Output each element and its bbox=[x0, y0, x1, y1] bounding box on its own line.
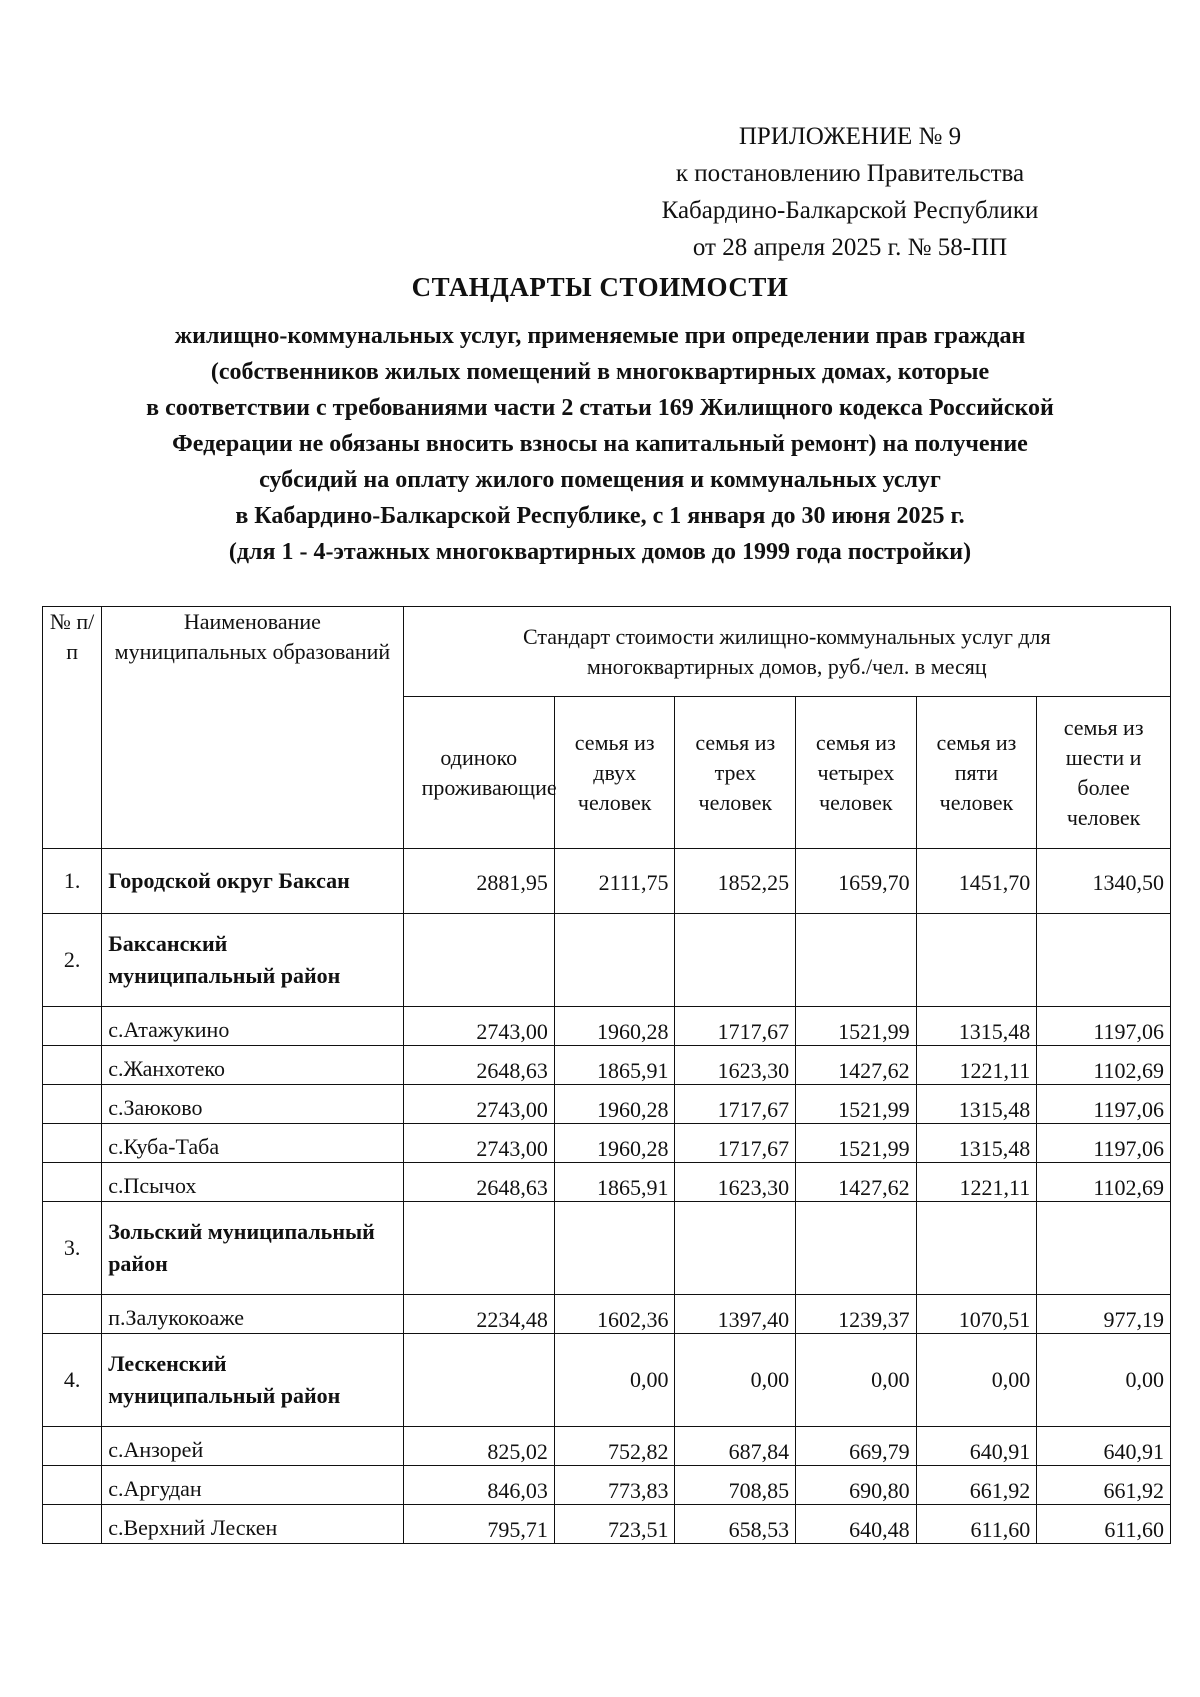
cost-value: 1102,69 bbox=[1037, 1163, 1171, 1202]
municipality-name: Зольский муниципальный район bbox=[102, 1202, 403, 1295]
cost-value bbox=[403, 1202, 554, 1295]
annex-republic: Кабардино-Балкарской Республики bbox=[661, 197, 1039, 224]
cost-value: 640,91 bbox=[916, 1427, 1037, 1466]
row-number: 1. bbox=[43, 849, 102, 914]
header-col-two: семья из двух человек bbox=[554, 697, 675, 849]
subtitle-line: субсидий на оплату жилого помещения и коммунальных услуг bbox=[259, 467, 941, 493]
cost-value: 611,60 bbox=[1037, 1505, 1171, 1544]
row-number bbox=[43, 1466, 102, 1505]
cost-value: 1427,62 bbox=[796, 1163, 917, 1202]
table-row bbox=[43, 1334, 1171, 1427]
cost-value: 2648,63 bbox=[403, 1046, 554, 1085]
cost-value: 1197,06 bbox=[1037, 1007, 1171, 1046]
header-col-four: семья из четырех человек bbox=[796, 697, 917, 849]
cost-value: 2881,95 bbox=[403, 849, 554, 914]
row-number bbox=[43, 1505, 102, 1544]
municipality-name: с.Куба-Таба bbox=[102, 1124, 403, 1163]
cost-value: 1717,67 bbox=[675, 1124, 796, 1163]
annex-block bbox=[640, 118, 1060, 266]
cost-value bbox=[796, 914, 917, 1007]
header-col-six: семья из шести и более человек bbox=[1037, 697, 1171, 849]
cost-value: 1623,30 bbox=[675, 1046, 796, 1085]
cost-value: 1397,40 bbox=[675, 1295, 796, 1334]
cost-value: 1315,48 bbox=[916, 1007, 1037, 1046]
cost-value: 1717,67 bbox=[675, 1085, 796, 1124]
cost-value bbox=[554, 914, 675, 1007]
table-row bbox=[43, 1085, 1171, 1124]
municipality-name: п.Залукокоаже bbox=[102, 1295, 403, 1334]
municipality-name: с.Псычох bbox=[102, 1163, 403, 1202]
table-row bbox=[43, 1505, 1171, 1544]
row-number bbox=[43, 1085, 102, 1124]
cost-value: 773,83 bbox=[554, 1466, 675, 1505]
cost-value: 0,00 bbox=[675, 1334, 796, 1427]
cost-value bbox=[403, 914, 554, 1007]
cost-value: 669,79 bbox=[796, 1427, 917, 1466]
cost-value bbox=[675, 914, 796, 1007]
cost-value: 690,80 bbox=[796, 1466, 917, 1505]
cost-value bbox=[916, 914, 1037, 1007]
row-number bbox=[43, 1427, 102, 1466]
header-col-five: семья из пяти человек bbox=[916, 697, 1037, 849]
cost-value: 1451,70 bbox=[916, 849, 1037, 914]
municipality-name: с.Атажукино bbox=[102, 1007, 403, 1046]
table-row bbox=[43, 1163, 1171, 1202]
header-name: Наименование муниципальных образований bbox=[102, 607, 403, 849]
municipality-name: с.Анзорей bbox=[102, 1427, 403, 1466]
cost-value: 661,92 bbox=[916, 1466, 1037, 1505]
cost-value: 825,02 bbox=[403, 1427, 554, 1466]
document-subtitle bbox=[40, 318, 1160, 570]
cost-value: 846,03 bbox=[403, 1466, 554, 1505]
header-num: № п/п bbox=[43, 607, 102, 849]
cost-value: 1960,28 bbox=[554, 1085, 675, 1124]
header-group: Стандарт стоимости жилищно-коммунальных услуг для многоквартирных домов, руб./чел. в месяц bbox=[403, 607, 1170, 697]
cost-value: 0,00 bbox=[554, 1334, 675, 1427]
cost-value bbox=[1037, 914, 1171, 1007]
municipality-name: с.Жанхотеко bbox=[102, 1046, 403, 1085]
subtitle-line: жилищно-коммунальных услуг, применяемые при определении прав граждан bbox=[174, 323, 1026, 349]
subtitle-line: (для 1 - 4-этажных многоквартирных домов до 1999 года постройки) bbox=[228, 539, 972, 565]
cost-value: 2743,00 bbox=[403, 1124, 554, 1163]
table-row bbox=[43, 1124, 1171, 1163]
cost-value: 1340,50 bbox=[1037, 849, 1171, 914]
cost-value: 1221,11 bbox=[916, 1046, 1037, 1085]
row-number bbox=[43, 1295, 102, 1334]
row-number bbox=[43, 1163, 102, 1202]
subtitle-line: Федерации не обязаны вносить взносы на капитальный ремонт) на получение bbox=[172, 431, 1028, 457]
table-row bbox=[43, 849, 1171, 914]
cost-value: 687,84 bbox=[675, 1427, 796, 1466]
table-row bbox=[43, 1202, 1171, 1295]
row-number bbox=[43, 1007, 102, 1046]
annex-number: ПРИЛОЖЕНИЕ № 9 bbox=[738, 123, 962, 150]
cost-value: 0,00 bbox=[1037, 1334, 1171, 1427]
municipality-name: Лескенский муниципальный район bbox=[102, 1334, 403, 1427]
cost-value: 1521,99 bbox=[796, 1007, 917, 1046]
cost-value: 1960,28 bbox=[554, 1007, 675, 1046]
cost-value: 1239,37 bbox=[796, 1295, 917, 1334]
cost-value: 1221,11 bbox=[916, 1163, 1037, 1202]
cost-value: 723,51 bbox=[554, 1505, 675, 1544]
cost-value: 0,00 bbox=[796, 1334, 917, 1427]
subtitle-line: (собственников жилых помещений в многоквартирных домах, которые bbox=[210, 359, 990, 385]
cost-value: 2234,48 bbox=[403, 1295, 554, 1334]
cost-value: 640,91 bbox=[1037, 1427, 1171, 1466]
cost-value: 611,60 bbox=[916, 1505, 1037, 1544]
cost-value bbox=[403, 1334, 554, 1427]
cost-value: 1521,99 bbox=[796, 1124, 917, 1163]
cost-value: 1865,91 bbox=[554, 1046, 675, 1085]
municipality-name: с.Аргудан bbox=[102, 1466, 403, 1505]
cost-value: 1070,51 bbox=[916, 1295, 1037, 1334]
cost-value: 1197,06 bbox=[1037, 1124, 1171, 1163]
cost-value: 1315,48 bbox=[916, 1124, 1037, 1163]
table-row bbox=[43, 1046, 1171, 1085]
standards-table bbox=[42, 606, 1171, 1544]
cost-value bbox=[1037, 1202, 1171, 1295]
municipality-name: Городской округ Баксан bbox=[102, 849, 403, 914]
row-number bbox=[43, 1046, 102, 1085]
cost-value: 1427,62 bbox=[796, 1046, 917, 1085]
municipality-name: с.Верхний Лескен bbox=[102, 1505, 403, 1544]
table-body bbox=[43, 849, 1171, 1544]
row-number: 3. bbox=[43, 1202, 102, 1295]
row-number: 2. bbox=[43, 914, 102, 1007]
table-row bbox=[43, 914, 1171, 1007]
subtitle-line: в соответствии с требованиями части 2 статьи 169 Жилищного кодекса Российской bbox=[146, 395, 1054, 421]
cost-value bbox=[554, 1202, 675, 1295]
municipality-name: Баксанский муниципальный район bbox=[102, 914, 403, 1007]
cost-value: 2743,00 bbox=[403, 1085, 554, 1124]
row-number bbox=[43, 1124, 102, 1163]
cost-value: 752,82 bbox=[554, 1427, 675, 1466]
cost-value bbox=[796, 1202, 917, 1295]
cost-value bbox=[675, 1202, 796, 1295]
municipality-name: с.Заюково bbox=[102, 1085, 403, 1124]
cost-value: 1960,28 bbox=[554, 1124, 675, 1163]
table-row bbox=[43, 1466, 1171, 1505]
cost-value: 640,48 bbox=[796, 1505, 917, 1544]
header-col-single: одиноко проживающие bbox=[403, 697, 554, 849]
cost-value: 1865,91 bbox=[554, 1163, 675, 1202]
cost-value: 708,85 bbox=[675, 1466, 796, 1505]
cost-value: 1602,36 bbox=[554, 1295, 675, 1334]
cost-value: 0,00 bbox=[916, 1334, 1037, 1427]
annex-decree: к постановлению Правительства bbox=[675, 160, 1025, 187]
cost-value: 795,71 bbox=[403, 1505, 554, 1544]
cost-value: 2111,75 bbox=[554, 849, 675, 914]
cost-value: 1852,25 bbox=[675, 849, 796, 914]
cost-value: 2743,00 bbox=[403, 1007, 554, 1046]
cost-value: 977,19 bbox=[1037, 1295, 1171, 1334]
document-title: СТАНДАРТЫ СТОИМОСТИ bbox=[411, 272, 789, 302]
annex-date: от 28 апреля 2025 г. № 58-ПП bbox=[692, 234, 1008, 261]
cost-value: 1315,48 bbox=[916, 1085, 1037, 1124]
cost-value: 1197,06 bbox=[1037, 1085, 1171, 1124]
row-number: 4. bbox=[43, 1334, 102, 1427]
cost-value: 2648,63 bbox=[403, 1163, 554, 1202]
cost-value: 1659,70 bbox=[796, 849, 917, 914]
cost-value bbox=[916, 1202, 1037, 1295]
table-row bbox=[43, 1427, 1171, 1466]
subtitle-line: в Кабардино-Балкарской Республике, с 1 января до 30 июня 2025 г. bbox=[235, 503, 965, 529]
header-col-three: семья из трех человек bbox=[675, 697, 796, 849]
cost-value: 1717,67 bbox=[675, 1007, 796, 1046]
table-row bbox=[43, 1007, 1171, 1046]
cost-value: 661,92 bbox=[1037, 1466, 1171, 1505]
cost-value: 1102,69 bbox=[1037, 1046, 1171, 1085]
cost-value: 1623,30 bbox=[675, 1163, 796, 1202]
cost-value: 1521,99 bbox=[796, 1085, 917, 1124]
cost-value: 658,53 bbox=[675, 1505, 796, 1544]
table-row bbox=[43, 1295, 1171, 1334]
